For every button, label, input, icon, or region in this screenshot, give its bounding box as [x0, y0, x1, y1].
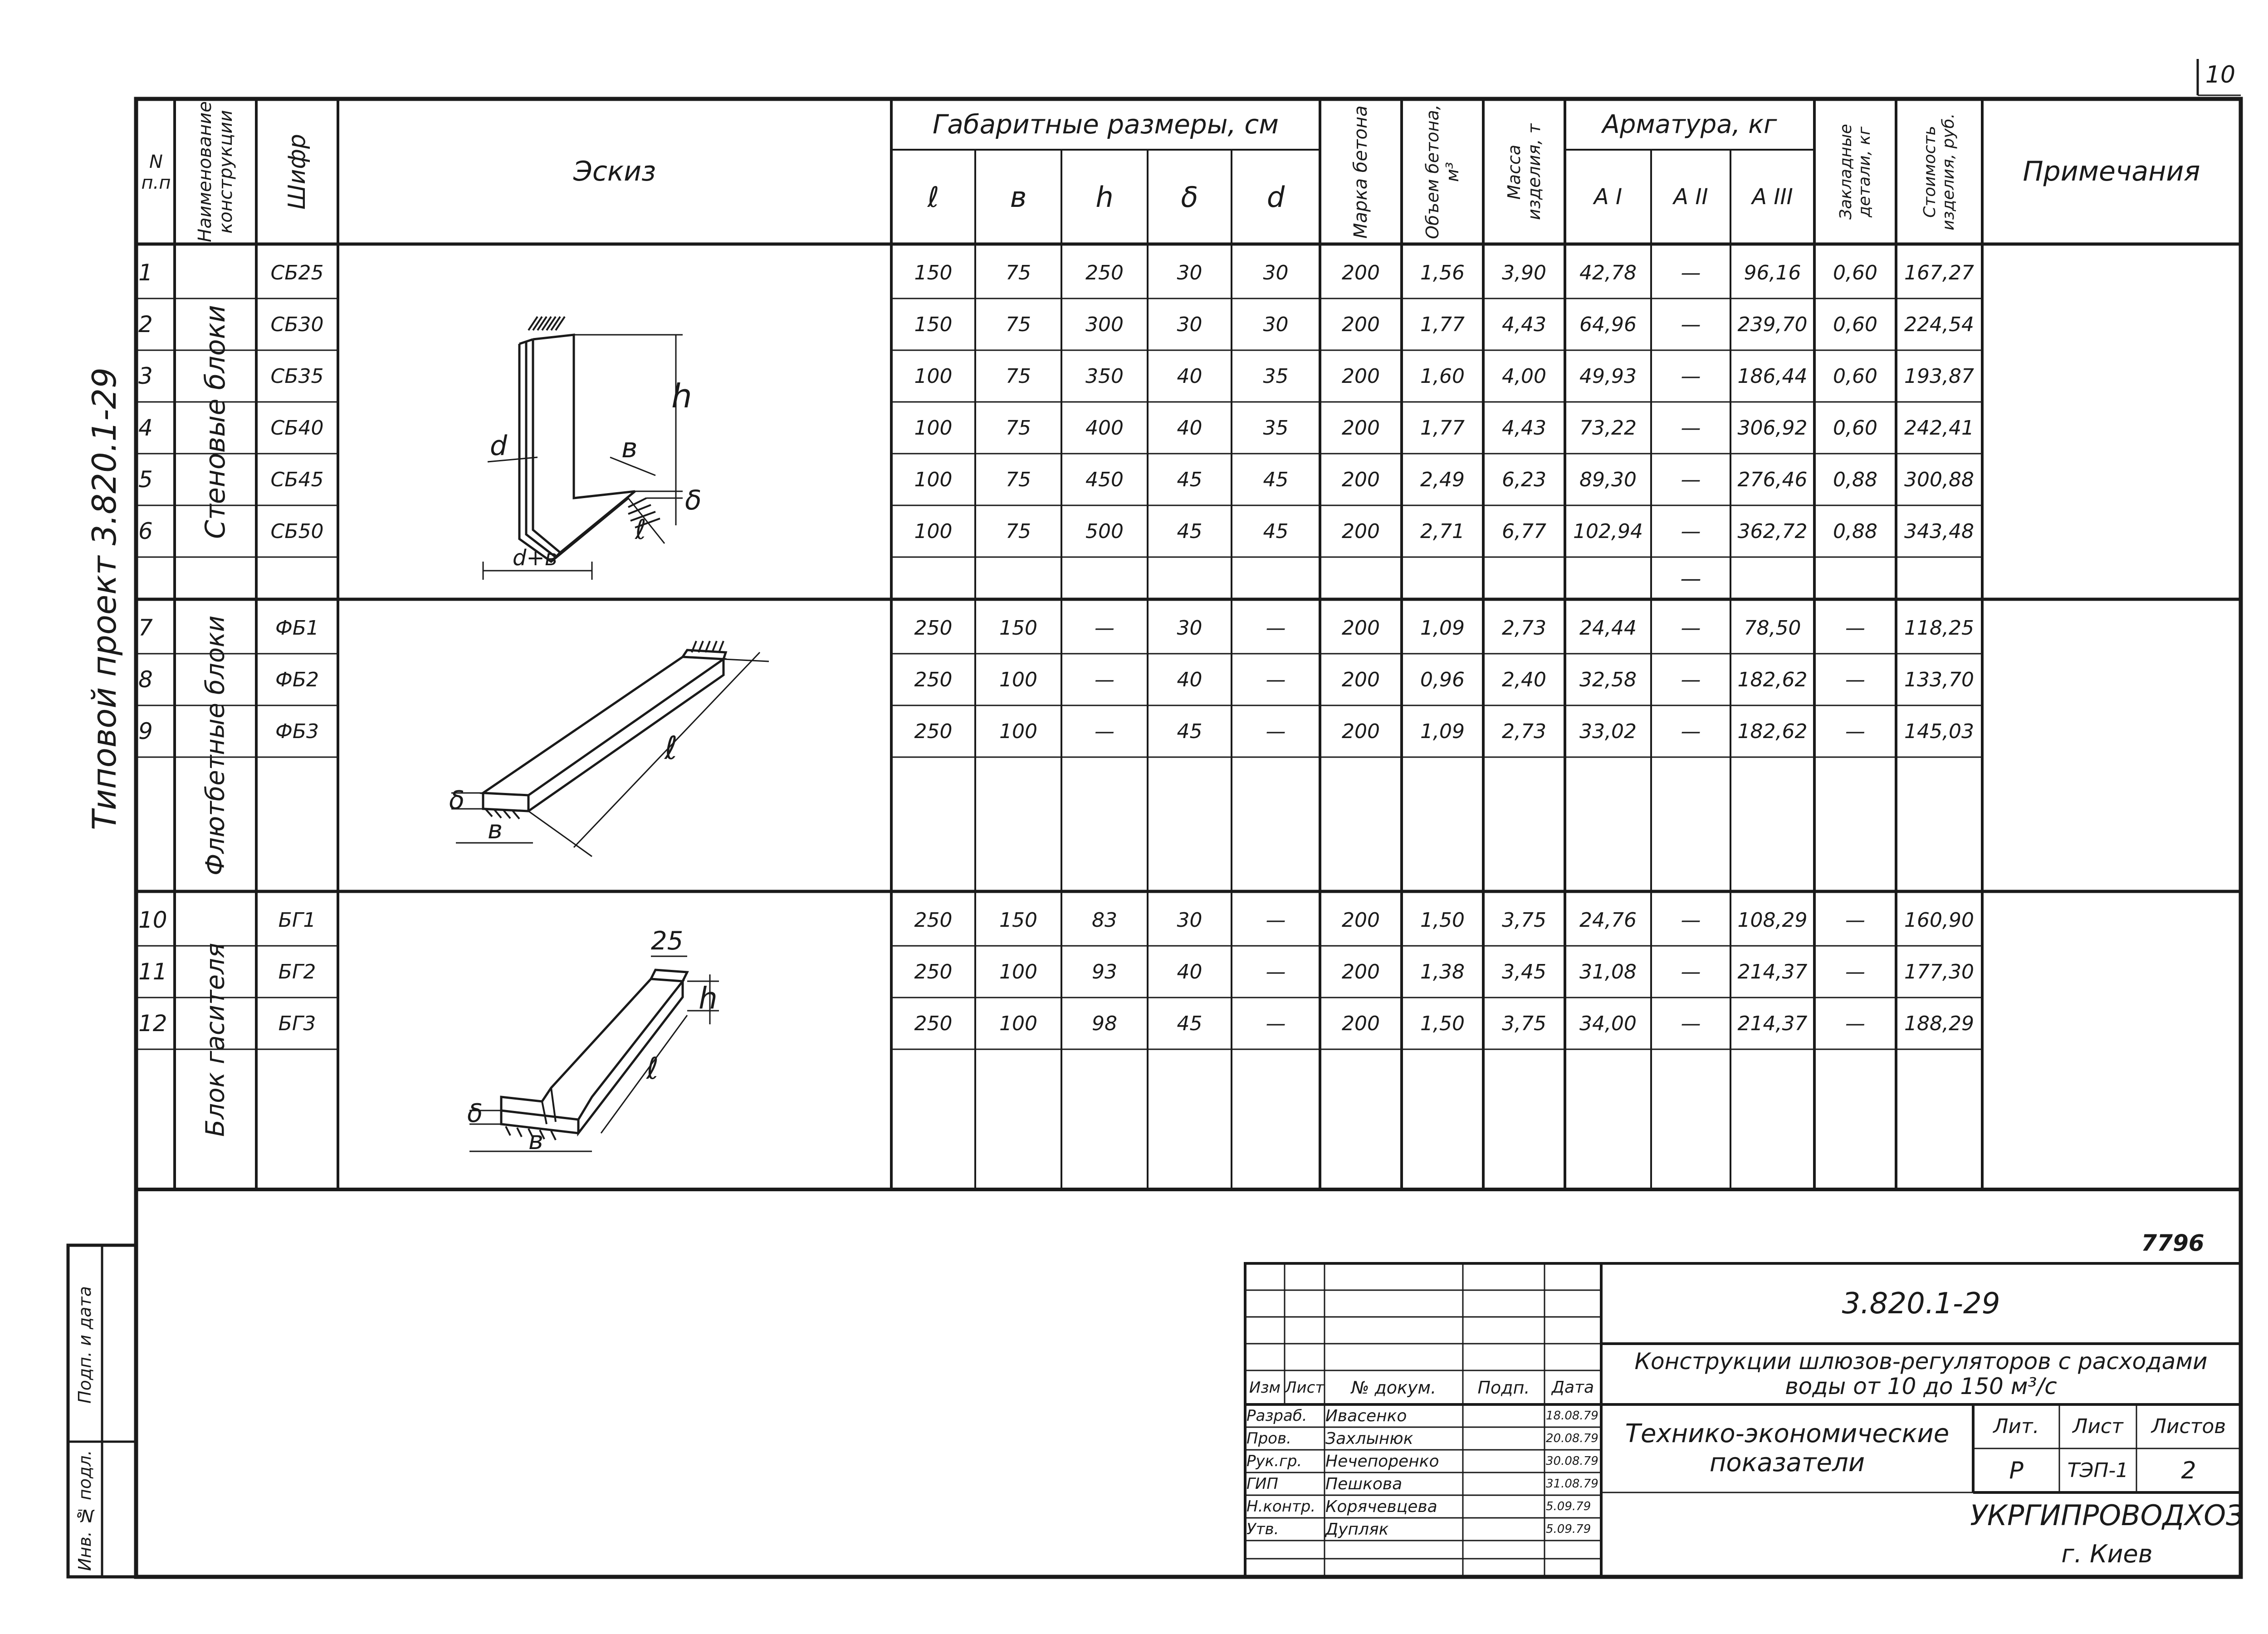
signatory-date: 31.08.79 [1546, 1477, 1598, 1491]
table-cell: 250 [914, 1012, 953, 1035]
table-cell: 102,94 [1573, 519, 1643, 543]
doc-code: 3.820.1-29 [1842, 1287, 2000, 1321]
table-cell: 200 [1342, 908, 1380, 932]
group-name-wall-blocks: Стеновые блоки [200, 305, 231, 539]
table-cell: 42,78 [1579, 261, 1637, 284]
damper-block-sketch [469, 956, 719, 1151]
table-cell: 200 [1342, 960, 1380, 983]
table-cell: 75 [1006, 468, 1031, 491]
table-cell: — [1845, 616, 1865, 640]
side-stamp-sign: Подп. и дата [75, 1286, 95, 1404]
table-cell: 0,60 [1833, 261, 1877, 284]
table-cell: 239,70 [1737, 313, 1808, 336]
table-cell: 200 [1342, 416, 1380, 440]
table-cell: 200 [1342, 519, 1380, 543]
stamp-col-izm: Изм [1249, 1378, 1281, 1397]
header-rebar-a3: А III [1752, 184, 1793, 210]
slab-label-b: в [488, 815, 503, 845]
table-cell: 89,30 [1579, 468, 1637, 491]
table-cell: 40 [1177, 960, 1202, 983]
table-cell: 4,00 [1502, 364, 1546, 388]
header-n: N п.п [141, 152, 171, 193]
header-cost: Стоимость изделия, руб. [1921, 113, 1958, 231]
table-cell: 343,48 [1904, 519, 1974, 543]
table-cell: 1,50 [1420, 908, 1465, 932]
table-cell: 145,03 [1904, 719, 1974, 743]
table-cell: 276,46 [1737, 468, 1808, 491]
wall-label-d-plus-b: d+в [513, 545, 557, 571]
table-cell: 200 [1342, 364, 1380, 388]
table-cell: 35 [1263, 364, 1289, 388]
table-cell: 100 [999, 719, 1037, 743]
wall-block-sketch [483, 317, 683, 580]
header-code: Шифр [284, 134, 311, 210]
table-cell: 1,77 [1420, 313, 1465, 336]
table-cell: 200 [1342, 1012, 1380, 1035]
table-cell: — [1681, 668, 1701, 691]
table-cell: 250 [914, 616, 953, 640]
row-code: ФБ2 [275, 668, 319, 691]
table-cell: 100 [914, 364, 953, 388]
table-cell: 73,22 [1579, 416, 1637, 440]
table-cell: 78,50 [1744, 616, 1801, 640]
table-cell: — [1681, 960, 1701, 983]
table-cell: 200 [1342, 313, 1380, 336]
table-cell: — [1266, 719, 1286, 743]
table-cell: 96,16 [1744, 261, 1801, 284]
table-cell: 200 [1342, 668, 1380, 691]
table-cell: 1,60 [1420, 364, 1465, 388]
table-cell: 30 [1177, 313, 1202, 336]
table-cell: 1,56 [1420, 261, 1465, 284]
table-cell: 34,00 [1579, 1012, 1637, 1035]
signatory-date: 5.09.79 [1546, 1522, 1591, 1536]
table-cell: 93 [1092, 960, 1117, 983]
row-number: 6 [138, 518, 153, 544]
table-cell: 100 [914, 416, 953, 440]
table-cell: 98 [1092, 1012, 1117, 1035]
header-rebar-group: Арматура, кг [1602, 109, 1777, 139]
table-cell: — [1681, 313, 1701, 336]
table-cell: — [1681, 416, 1701, 440]
header-notes: Примечания [2023, 156, 2200, 187]
header-dim-l: ℓ [927, 180, 939, 214]
table-cell: 214,37 [1737, 960, 1808, 983]
table-cell: 400 [1085, 416, 1124, 440]
table-cell: 160,90 [1904, 908, 1974, 932]
row-code: ФБ1 [275, 616, 319, 640]
signatory-role: Рук.гр. [1246, 1452, 1302, 1470]
table-cell: 75 [1006, 364, 1031, 388]
stamp-col-sign: Подп. [1477, 1377, 1530, 1398]
row-code: БГ2 [278, 960, 316, 983]
table-cell: 1,50 [1420, 1012, 1465, 1035]
table-cell: 167,27 [1904, 261, 1974, 284]
row-code: СБ30 [270, 313, 324, 336]
signatory-name: Ивасенко [1325, 1406, 1407, 1425]
sheet-label: Лист [2072, 1415, 2123, 1438]
row-code: ФБ3 [275, 719, 319, 743]
table-cell: 100 [999, 668, 1037, 691]
table-cell: — [1845, 960, 1865, 983]
table-cell: 0,60 [1833, 313, 1877, 336]
table-cell: 75 [1006, 519, 1031, 543]
table-cell: 75 [1006, 261, 1031, 284]
table-cell: 45 [1177, 1012, 1202, 1035]
table-cell: — [1681, 261, 1701, 284]
signatory-date: 20.08.79 [1546, 1432, 1598, 1445]
damper-label-h: h [699, 981, 718, 1016]
signatory-date: 30.08.79 [1546, 1454, 1598, 1468]
row-number: 8 [138, 666, 153, 693]
row-number: 3 [138, 363, 153, 389]
header-concrete-grade: Марка бетона [1350, 105, 1371, 239]
table-cell: 2,49 [1420, 468, 1465, 491]
sheets-value: 2 [2181, 1457, 2196, 1484]
copy-number: 7796 [2141, 1230, 2204, 1256]
stamp-col-doc: № докум. [1351, 1377, 1437, 1398]
table-cell: 4,43 [1502, 313, 1546, 336]
damper-label-25: 25 [651, 926, 684, 956]
table-cell: 3,75 [1502, 908, 1546, 932]
table-cell: 2,73 [1502, 719, 1546, 743]
table-cell: 182,62 [1737, 668, 1808, 691]
sketches [338, 244, 891, 1189]
table-cell: — [1845, 719, 1865, 743]
row-number: 11 [138, 959, 167, 985]
table-cell: — [1266, 1012, 1286, 1035]
table-cell: — [1681, 364, 1701, 388]
table-cell: 1,38 [1420, 960, 1465, 983]
table-cell: 350 [1085, 364, 1124, 388]
table-cell: 35 [1263, 416, 1289, 440]
table-cell: 0,60 [1833, 416, 1877, 440]
row-number: 2 [138, 311, 153, 338]
table-cell: — [1681, 908, 1701, 932]
sheets-label: Листов [2151, 1415, 2226, 1438]
wall-label-b: в [621, 432, 638, 464]
table-cell: 75 [1006, 416, 1031, 440]
table-cell: 300 [1085, 313, 1124, 336]
header-dim-delta: δ [1181, 180, 1198, 214]
table-cell: — [1266, 908, 1286, 932]
table-cell: 45 [1177, 468, 1202, 491]
table-cell: 31,08 [1579, 960, 1637, 983]
table-cell: 32,58 [1579, 668, 1637, 691]
table-cell: — [1266, 960, 1286, 983]
table-cell: — [1845, 1012, 1865, 1035]
slab-label-delta: δ [449, 786, 465, 815]
signatory-role: Пров. [1246, 1429, 1291, 1448]
header-name: Наименование конструкции [195, 101, 236, 243]
row-code: СБ40 [270, 416, 324, 440]
table-cell: — [1095, 668, 1114, 691]
table-cell: 6,77 [1502, 519, 1546, 543]
extra-dash-a2: — [1680, 566, 1701, 591]
row-number: 1 [138, 259, 153, 286]
header-dim-h: h [1095, 180, 1114, 214]
row-code: СБ45 [270, 468, 324, 491]
table-cell: 200 [1342, 468, 1380, 491]
row-number: 9 [138, 718, 153, 744]
header-embedded: Закладные детали, кг [1837, 124, 1874, 220]
signatory-role: Утв. [1246, 1520, 1279, 1538]
organization: УКРГИПРОВОДХОЗ [1970, 1498, 2244, 1532]
table-cell: 200 [1342, 616, 1380, 640]
table-cell: — [1681, 616, 1701, 640]
table-cell: 24,44 [1579, 616, 1637, 640]
damper-label-b: в [528, 1126, 544, 1155]
table-cell: 30 [1263, 313, 1289, 336]
table-cell: 0,88 [1833, 468, 1877, 491]
group-name-flutbet-blocks: Флютбетные блоки [200, 615, 230, 876]
table-cell: 500 [1085, 519, 1124, 543]
row-number: 5 [138, 466, 153, 493]
table-cell: — [1095, 616, 1114, 640]
table-cell: 45 [1177, 719, 1202, 743]
table-cell: 30 [1177, 616, 1202, 640]
header-concrete-volume: Объем бетона, м³ [1422, 104, 1462, 240]
row-number: 10 [138, 907, 167, 933]
table-cell: 2,71 [1420, 519, 1465, 543]
header-rebar-a1: А I [1593, 184, 1623, 210]
header-dims-group: Габаритные размеры, см [932, 109, 1279, 140]
table-cell: 0,96 [1420, 668, 1465, 691]
header-rebar-a2: А II [1673, 184, 1708, 210]
table-cell: 250 [914, 719, 953, 743]
table-cell: — [1681, 519, 1701, 543]
table-cell: 450 [1085, 468, 1124, 491]
table-cell: 45 [1263, 519, 1289, 543]
signatory-name: Пешкова [1325, 1474, 1403, 1493]
table-cell: 150 [914, 261, 953, 284]
table-cell: 177,30 [1904, 960, 1974, 983]
lit-value: Р [2009, 1457, 2024, 1484]
signatory-date: 18.08.79 [1546, 1409, 1598, 1423]
signatory-name: Нечепоренко [1325, 1452, 1439, 1471]
table-cell: 214,37 [1737, 1012, 1808, 1035]
row-number: 12 [138, 1010, 167, 1037]
sheet-value: ТЭП-1 [2067, 1459, 2129, 1482]
table-cell: 193,87 [1904, 364, 1974, 388]
header-dim-b: в [1010, 180, 1027, 214]
table-cell: 1,09 [1420, 616, 1465, 640]
table-cell: 83 [1092, 908, 1117, 932]
stamp-col-date: Дата [1551, 1378, 1594, 1397]
table-cell: — [1681, 1012, 1701, 1035]
table-cell: 0,88 [1833, 519, 1877, 543]
table-cell: 49,93 [1579, 364, 1637, 388]
sheet-number: 10 [2205, 61, 2236, 88]
side-stamp-inv: Инв. № подл. [75, 1450, 95, 1571]
table-cell: 64,96 [1579, 313, 1637, 336]
side-project-label: Типовой проект 3.820.1-29 [85, 367, 123, 830]
table-cell: 3,45 [1502, 960, 1546, 983]
table-cell: 1,77 [1420, 416, 1465, 440]
table-cell: 188,29 [1904, 1012, 1974, 1035]
table-cell: 186,44 [1737, 364, 1808, 388]
table-cell: — [1266, 668, 1286, 691]
row-code: СБ35 [270, 364, 324, 388]
table-cell: — [1845, 908, 1865, 932]
signatory-role: Н.контр. [1246, 1497, 1316, 1516]
damper-label-delta: δ [467, 1099, 483, 1128]
table-cell: 40 [1177, 364, 1202, 388]
lit-label: Лит. [1993, 1415, 2039, 1438]
table-cell: — [1681, 468, 1701, 491]
table-cell: — [1845, 668, 1865, 691]
table-cell: 40 [1177, 416, 1202, 440]
table-cell: 6,23 [1502, 468, 1546, 491]
table-cell: — [1266, 616, 1286, 640]
row-number: 4 [138, 415, 153, 441]
damper-label-l: ℓ [646, 1051, 659, 1086]
signatory-name: Захлынюк [1325, 1429, 1413, 1448]
group-name-damper-block: Блок гасителя [200, 943, 230, 1137]
table-cell: 1,09 [1420, 719, 1465, 743]
table-cell: 100 [914, 519, 953, 543]
table-cell: 40 [1177, 668, 1202, 691]
signatory-date: 5.09.79 [1546, 1500, 1591, 1513]
table-cell: 224,54 [1904, 313, 1974, 336]
row-number: 7 [138, 615, 153, 641]
table-cell: 30 [1177, 908, 1202, 932]
table-cell: 250 [914, 668, 953, 691]
row-code: БГ3 [278, 1012, 316, 1035]
table-cell: 33,02 [1579, 719, 1637, 743]
table-cell: 150 [999, 908, 1037, 932]
table-cell: 30 [1263, 261, 1289, 284]
wall-label-delta: δ [685, 484, 702, 516]
table-cell: 45 [1177, 519, 1202, 543]
table-cell: 100 [999, 960, 1037, 983]
row-code: СБ50 [270, 519, 324, 543]
row-code: СБ25 [270, 261, 324, 284]
signatory-name: Корячевцева [1325, 1497, 1437, 1516]
table-cell: 250 [1085, 261, 1124, 284]
table-cell: 362,72 [1737, 519, 1808, 543]
slab-label-l: ℓ [665, 729, 678, 767]
table-cell: 100 [999, 1012, 1037, 1035]
table-cell: 300,88 [1904, 468, 1974, 491]
header-dim-d: d [1266, 180, 1285, 214]
row-code: БГ1 [278, 908, 316, 932]
table-cell: 2,73 [1502, 616, 1546, 640]
table-cell: 150 [999, 616, 1037, 640]
signatory-role: Разраб. [1246, 1407, 1307, 1425]
table-cell: 4,43 [1502, 416, 1546, 440]
table-cell: 24,76 [1579, 908, 1637, 932]
signatory-role: ГИП [1246, 1475, 1278, 1493]
table-cell: 200 [1342, 719, 1380, 743]
table-cell: 118,25 [1904, 616, 1974, 640]
header-sketch: Эскиз [573, 156, 656, 187]
wall-label-l: ℓ [635, 514, 646, 546]
table-cell: 30 [1177, 261, 1202, 284]
table-cell: — [1681, 719, 1701, 743]
table-cell: 3,75 [1502, 1012, 1546, 1035]
table-cell: 75 [1006, 313, 1031, 336]
table-cell: 306,92 [1737, 416, 1808, 440]
wall-label-h: h [671, 377, 692, 415]
table-cell: 45 [1263, 468, 1289, 491]
stamp-col-list: Лист [1285, 1378, 1325, 1397]
table-cell: 200 [1342, 261, 1380, 284]
table-cell: 242,41 [1904, 416, 1974, 440]
signatory-name: Дупляк [1325, 1520, 1389, 1539]
table-cell: 133,70 [1904, 668, 1974, 691]
table-cell: 250 [914, 960, 953, 983]
table-cell: 100 [914, 468, 953, 491]
table-cell: 0,60 [1833, 364, 1877, 388]
wall-label-d: d [490, 430, 508, 462]
table-cell: 150 [914, 313, 953, 336]
table-cell: 3,90 [1502, 261, 1546, 284]
table-cell: 182,62 [1737, 719, 1808, 743]
city: г. Киев [2061, 1539, 2153, 1568]
doc-title: Конструкции шлюзов-регуляторов с расходами воды от 10 до 150 м³/с [1634, 1348, 2208, 1399]
header-mass: Масса изделия, т [1504, 123, 1544, 220]
table-cell: 250 [914, 908, 953, 932]
doc-subtitle: Технико-экономические показатели [1625, 1419, 1950, 1477]
table-cell: — [1095, 719, 1114, 743]
table-cell: 108,29 [1737, 908, 1808, 932]
table-cell: 2,40 [1502, 668, 1546, 691]
